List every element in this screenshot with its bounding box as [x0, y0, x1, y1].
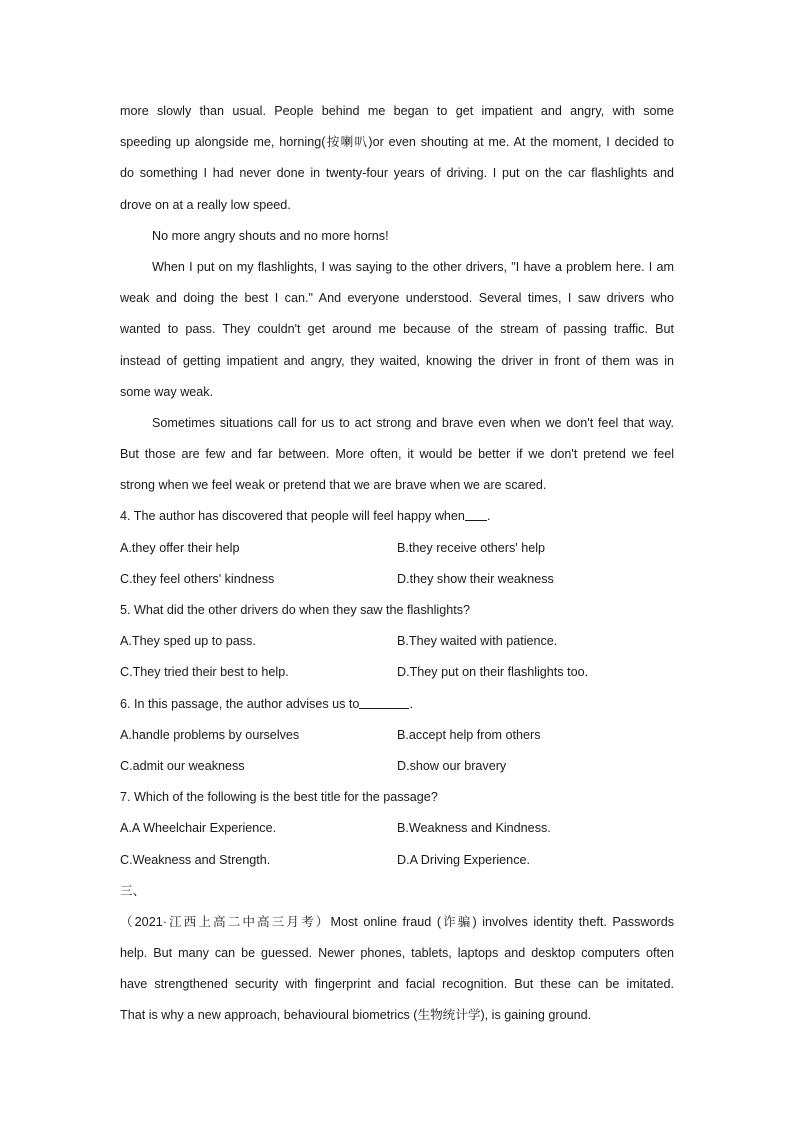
option-c: C.admit our weakness [120, 758, 245, 773]
document-page [120, 96, 674, 1032]
passage-line: （2021·江西上高二中高三月考）Most online fraud (诈骗) involves identity theft. Passwords [120, 914, 674, 929]
passage-line: weak and doing the best I can." And everyone understood. Several times, I saw drivers who [120, 291, 674, 306]
option-b: B.Weakness and Kindness. [397, 821, 551, 836]
answer-blank [465, 506, 487, 521]
question-stem-text: 6. In this passage, the author advises us to [120, 696, 360, 711]
passage-line: have strengthened security with fingerprint and facial recognition. But these can be imitated. [120, 977, 674, 992]
option-b: B.they receive others' help [397, 540, 546, 555]
option-d: D.show our bravery [397, 758, 507, 773]
option-c: C.they feel others' kindness [120, 571, 275, 586]
passage-line: help. But many can be guessed. Newer phones, tablets, laptops and desktop computers often [120, 946, 674, 961]
passage-line: That is why a new approach, behavioural biometrics (生物统计学), is gaining ground. [120, 1008, 592, 1023]
passage-line: some way weak. [120, 384, 214, 399]
option-d: D.A Driving Experience. [397, 852, 530, 867]
question-6 [120, 689, 674, 783]
question-stem-text: 7. Which of the following is the best title for the passage? [120, 790, 438, 805]
option-row [120, 720, 674, 751]
question-stem [120, 595, 674, 626]
passage-line: do something I had never done in twenty-four years of driving. I put on the car flashlights and [120, 166, 674, 181]
passage-line: No more angry shouts and no more horns! [152, 228, 389, 243]
section-heading: 三、 [120, 883, 146, 898]
option-a: A.they offer their help [120, 540, 240, 555]
passage-line: Sometimes situations call for us to act strong and brave even when we don't feel that way. [152, 415, 674, 430]
question-stem-end: . [486, 509, 491, 524]
question-stem-text: 5. What did the other drivers do when they saw the flashlights? [120, 603, 471, 617]
passage-text [120, 96, 674, 501]
option-row [120, 845, 674, 876]
passage-line: speeding up alongside me, horning(按喇叭)or even shouting at me. At the moment, I decided to [120, 135, 674, 150]
option-a: A.handle problems by ourselves [120, 727, 300, 742]
passage-line: more slowly than usual. People behind me began to get impatient and angry, with some [120, 104, 674, 118]
question-7 [120, 782, 674, 876]
passage-2-text [120, 907, 674, 1032]
question-5 [120, 595, 674, 689]
option-d: D.They put on their flashlights too. [397, 665, 589, 680]
passage-line: When I put on my flashlights, I was saying to the other drivers, "I have a problem here. I am [152, 259, 674, 274]
question-stem-text: 4. The author has discovered that people will feel happy when [120, 509, 465, 524]
option-row [120, 533, 674, 564]
option-b: B.They waited with patience. [397, 634, 558, 649]
passage-line: instead of getting impatient and angry, they waited, knowing the driver in front of them was in [120, 353, 674, 368]
question-stem-end: . [409, 696, 413, 711]
answer-blank [359, 694, 409, 709]
question-stem [120, 501, 674, 532]
passage-line: wanted to pass. They couldn't get around me because of the stream of passing traffic. But [120, 322, 674, 337]
option-row [120, 626, 674, 657]
passage-line: But those are few and far between. More often, it would be better if we don't pretend we feel [120, 447, 674, 462]
option-d: D.they show their weakness [397, 571, 554, 586]
option-row [120, 813, 674, 844]
passage-line: strong when we feel weak or pretend that we are brave when we are scared. [120, 478, 547, 493]
option-a: A.They sped up to pass. [120, 634, 256, 649]
question-stem [120, 782, 674, 813]
option-row [120, 657, 674, 688]
option-c: C.Weakness and Strength. [120, 852, 271, 867]
option-b: B.accept help from others [397, 727, 541, 742]
option-c: C.They tried their best to help. [120, 665, 289, 680]
option-row [120, 564, 674, 595]
passage-line: drove on at a really low speed. [120, 197, 291, 212]
question-4 [120, 501, 674, 595]
question-stem [120, 689, 674, 720]
option-a: A.A Wheelchair Experience. [120, 821, 277, 836]
option-row [120, 751, 674, 782]
